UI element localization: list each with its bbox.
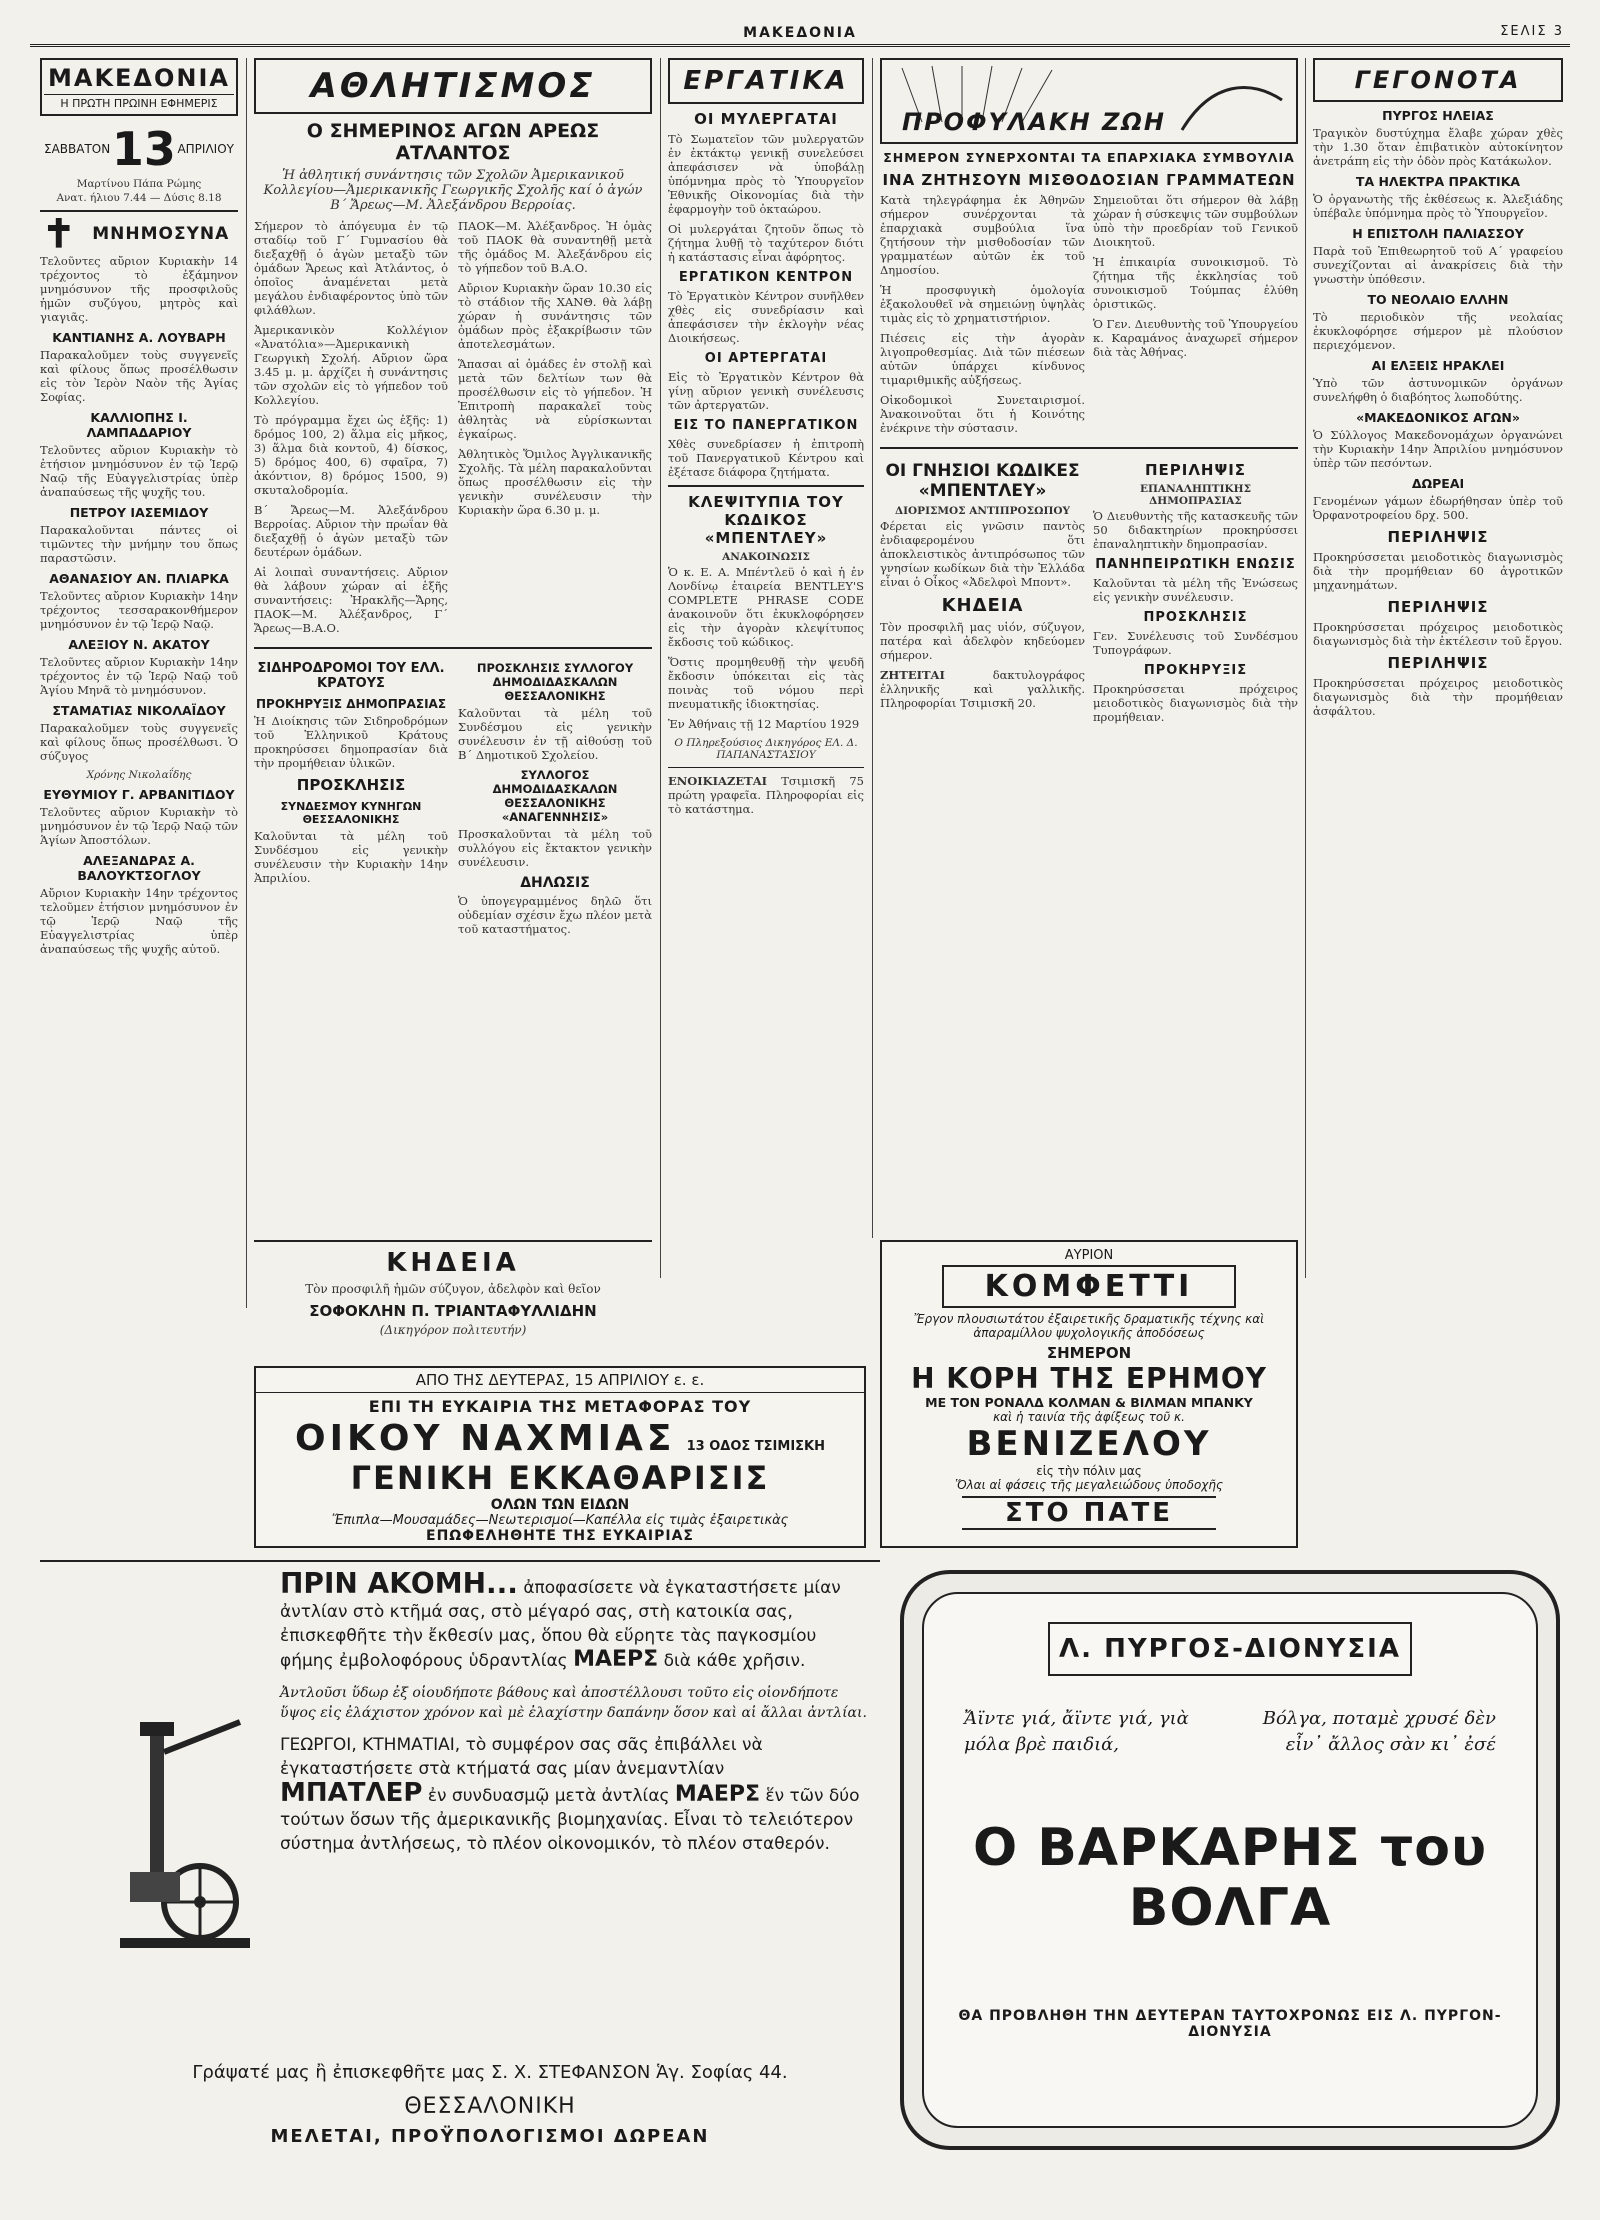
sports-banner: ΑΘΛΗΤΙΣΜΟΣ	[254, 58, 652, 114]
events-text: Προκηρύσσεται πρόχειρος μειοδοτικὸς διαγωνισμὸς διὰ τὴν προμήθειαν ἀσφάλτου.	[1313, 676, 1563, 718]
cinema-actors: ΜΕ ΤΟΝ ΡΟΝΑΛΔ ΚΟΛΜΑΝ & ΒΙΛΜΑΝ ΜΠΑΝΚΥ	[925, 1395, 1253, 1410]
dateline	[40, 122, 238, 176]
teachers2-text: Προσκαλοῦνται τὰ μέλη τοῦ συλλόγου εἰς ἔκτακτον γενικὴν συνέλευσιν.	[458, 827, 652, 869]
health-text: Τὸν προσφιλῆ μας υἱόν, σύζυγον, πατέρα καὶ ἀδελφὸν κηδεύομεν σήμερον.	[880, 620, 1085, 662]
sports-subhead: Ἡ ἀθλητική συνάντησις τῶν Σχολῶν Ἀμερικανικοῦ Κολλεγίου—Ἀμερικανικῆς Γεωργικῆς Σχολῆς καί ὁ ἀγών Β΄ Ἄρεως—Μ. Ἀλεξάνδρου Βερροίας.	[263, 168, 643, 213]
divider	[40, 210, 238, 212]
health-subcol	[1093, 455, 1298, 730]
column-rule	[660, 58, 661, 1278]
prophylactic-title: ΠΡΟΦΥΛΑΚΗ ΖΩΗ	[902, 108, 1166, 136]
health-text: Φέρεται εἰς γνῶσιν παντὸς ἐνδιαφερομένου ὅτι ἀποκλειστικὸς ἀντιπρόσωπος τῶν γνησίων κωδίκων διὰ τὴν Ἑλλάδα εἶναι ὁ Οἶκος «Ἀδελφοὶ Μποντ».	[880, 519, 1085, 589]
prosklisis-text: Καλοῦνται τὰ μέλη τοῦ Συνδέσμου εἰς γενικὴν συνέλευσιν τὴν Κυριακὴν 14ην Ἀπριλίου.	[254, 829, 448, 885]
events-perilipsis-2: ΠΕΡΙΛΗΨΙΣ	[1387, 598, 1489, 616]
labor-h1: ΟΙ ΜΥΛΕΡΓΑΤΑΙ	[694, 110, 838, 128]
prophylactic-banner	[880, 58, 1298, 144]
cinema-name: ΒΕΝΙΖΕΛΟΥ	[966, 1424, 1212, 1464]
section-title-memorials: ΜΝΗΜΟΣΥΝΑ	[92, 224, 230, 244]
health-h1b: ΙΝΑ ΖΗΤΗΣΟΥΝ ΜΙΣΘΟΔΟΣΙΑΝ ΓΡΑΜΜΑΤΕΩΝ	[882, 171, 1296, 189]
cinema-note3: Ὅλαι αἱ φάσεις τῆς μεγαλειώδους ὑποδοχῆς	[954, 1478, 1224, 1492]
cinema-film1-desc: Ἔργον πλουσιωτάτου ἐξαιρετικῆς δραματικῆς τέχνης καὶ ἀπαραμίλλου ψυχολογικῆς ἀποδόσεως	[913, 1312, 1265, 1340]
health-text: Ὁ Γεν. Διευθυντὴς τοῦ Ὑπουργείου κ. Καραμάνος ἀναχωρεῖ σήμερον διὰ τὰς Ἀθήνας.	[1093, 317, 1298, 359]
pump-footer: ΜΕΛΕΤΑΙ, ΠΡΟΫΠΟΛΟΓΙΣΜΟΙ ΔΩΡΕΑΝ	[270, 2126, 710, 2147]
events-h7: ΔΩΡΕΑΙ	[1411, 476, 1465, 491]
prosklisis-title-4: ΠΡΟΣΚΛΗΣΙΣ	[1143, 610, 1248, 625]
column-sports	[254, 58, 652, 1278]
epirotic-title: ΠΑΝΗΠΕΙΡΩΤΙΚΗ ΕΝΩΣΙΣ	[1095, 557, 1296, 572]
memorial-name: ΣΤΑΜΑΤΙΑΣ ΝΙΚΟΛΑΪΔΟΥ	[52, 703, 226, 718]
pump-text-block	[280, 1567, 870, 1856]
funeral-notice	[254, 1240, 652, 1362]
events-text: Τὸ περιοδικὸν τῆς νεολαίας ἐκυκλοφόρησε σήμερον μὲ πλούσιον περιεχόμενον.	[1313, 310, 1563, 352]
labor-h2: ΕΡΓΑΤΙΚΟΝ ΚΕΝΤΡΟΝ	[678, 270, 854, 285]
health-text: Προκηρύσσεται πρόχειρος μειοδοτικὸς διαγωνισμὸς διὰ τὴν προμήθειαν.	[1093, 682, 1298, 724]
column-health	[880, 58, 1298, 1278]
memorial-text: Τελοῦντες αὔριον Κυριακὴν τὸ μνημόσυνον ἐν τῷ Ἱερῷ Ναῷ τῶν Ἁγίων Ἀποστόλων.	[40, 805, 238, 847]
cinema-note: καὶ ἡ ταινία τῆς ἀφίξεως τοῦ κ.	[993, 1410, 1185, 1424]
events-banner: ΓΕΓΟΝΟΤΑ	[1313, 58, 1563, 102]
health-text: Γεν. Συνέλευσις τοῦ Συνδέσμου Τυπογράφων.	[1093, 629, 1298, 657]
column-rule	[246, 58, 247, 1308]
volga-lyrics2: Βόλγα, ποταμὲ χρυσέ δὲν εἶν᾽ ἄλλος σὰν κι᾽ ἐσέ	[1262, 1708, 1496, 1755]
rail-title: ΣΙΔΗΡΟΔΡΟΜΟΙ ΤΟΥ ΕΛΛ. ΚΡΑΤΟΥΣ	[257, 661, 445, 691]
teachers-text: Καλοῦνται τὰ μέλη τοῦ Συνδέσμου εἰς γενικὴν συνέλευσιν ἐν τῇ αἰθούσῃ τοῦ Β΄ Δημοτικοῦ Σχολείου.	[458, 706, 652, 762]
health-text: Ὁ Διευθυντὴς τῆς κατασκευῆς τῶν 50 διδακτηρίων προκηρύσσει ἐπαναληπτικὴν δημοπρασίαν.	[1093, 509, 1298, 551]
sports-headline: Ο ΣΗΜΕΡΙΝΟΣ ΑΓΩΝ ΑΡΕΩΣ ΑΤΛΑΝΤΟΣ	[306, 120, 600, 164]
sports-text: Σήμερον τὸ ἀπόγευμα ἐν τῷ σταδίῳ τοῦ Γ΄ Γυμνασίου θὰ διεξαχθῇ ὁ ἀγὼν μεταξὺ τῶν ὁμάδων Ἄρεως καὶ Ἀτλάντος, ὁ ὁποῖος ἀναμένεται μετὰ μεγάλου ἐνδιαφέροντος ὑπὸ τῶν φιλάθλων.	[254, 219, 448, 317]
cinema-note2: εἰς τὴν πόλιν μας	[1036, 1464, 1142, 1478]
pump-brand2: ΜΠΑΤΛΕΡ	[280, 1778, 423, 1808]
bentley-sub: ΔΙΟΡΙΣΜΟΣ ΑΝΤΙΠΡΟΣΩΠΟΥ	[894, 505, 1071, 517]
sports-text: Τὸ πρόγραμμα ἔχει ὡς ἑξῆς: 1) δρόμος 100, 2) ἅλμα εἰς μῆκος, 3) ἅλμα διὰ κοντοῦ, 4) δίσκος, 5) δρόμος 400, 6) σφαῖρα, 7) ἀκόντιον, 8) δρόμος 1500, 9) σκυταλοδρομία.	[254, 413, 448, 497]
memorial-text: Αὔριον Κυριακὴν 14ην τρέχοντος τελοῦμεν ἐτήσιον μνημόσυνον ἐν τῷ Ἱερῷ Ναῷ τῆς Εὐαγγελιστρίας ὑπὲρ ἀναπαύσεως τῆς ψυχῆς αὐτοῦ.	[40, 886, 238, 956]
naxmias-ad	[254, 1366, 866, 1548]
sports-text: Αὔριον Κυριακὴν ὥραν 10.30 εἰς τὸ στάδιον τῆς ΧΑΝΘ. θὰ λάβῃ χώραν ἡ συνάντησις τῶν ὁμάδων πρὸς ἐξακρίβωσιν τῶν ἀποτελεσμάτων.	[458, 281, 652, 351]
volga-ad	[900, 1570, 1560, 2150]
labor-text: Χθὲς συνεδρίασεν ἡ ἐπιτροπὴ τοῦ Πανεργατικοῦ Κέντρου καὶ ἐξέτασε διάφορα ζητήματα.	[668, 437, 864, 479]
volga-lyrics	[964, 1706, 1496, 1758]
column-labor	[668, 58, 864, 1238]
masthead-tagline: Η ΠΡΩΤΗ ΠΡΩΙΝΗ ΕΦΗΜΕΡΙΣ	[44, 94, 234, 110]
events-perilipsis-1: ΠΕΡΙΛΗΨΙΣ	[1387, 528, 1489, 546]
naxmias-address: 13 ΟΔΟΣ ΤΣΙΜΙΣΚΗ	[686, 1439, 825, 1454]
teachers-title: ΠΡΟΣΚΛΗΣΙΣ ΣΥΛΛΟΓΟΥ ΔΗΜΟΔΙΔΑΣΚΑΛΩΝ ΘΕΣΣΑΛΟΝΙΚΗΣ	[476, 661, 634, 703]
naxmias-list: Ἔπιπλα—Μουσαμάδες—Νεωτερισμοί—Καπέλλα εἰς τιμὰς ἐξαιρετικὰς	[331, 1513, 789, 1528]
pump-text3c: ΜΑΕΡΣ	[674, 1782, 761, 1807]
sports-text: ΠΑΟΚ—Μ. Ἀλέξανδρος. Ἡ ὁμὰς τοῦ ΠΑΟΚ θὰ συναντηθῇ μετὰ τῆς ὁμάδος Μ. Ἀλεξάνδρου εἰς τὸ γήπεδον τοῦ Β.Α.Ο.	[458, 219, 652, 275]
memorial-text: Τελοῦντες αὔριον Κυριακὴν τὸ ἐτήσιον μνημόσυνον ἐν τῷ Ἱερῷ Ναῷ τῆς Εὐαγγελιστρίας ὑπὲρ ἀναπαύσεως τῆς ψυχῆς του.	[40, 443, 238, 499]
sports-text: Β΄ Ἄρεως—Μ. Ἀλεξάνδρου Βερροίας. Αὔριον τὴν πρωΐαν θὰ διεξαχθῇ ὁ ἀγὼν μεταξὺ τῶν δευτέρων ὁμάδων.	[254, 503, 448, 559]
events-h3: Η ΕΠΙΣΤΟΛΗ ΠΑΛΙΑΣΣΟΥ	[1352, 226, 1524, 241]
pump-city: ΘΕΣΣΑΛΟΝΙΚΗ	[404, 2094, 576, 2119]
naxmias-name-row	[256, 1418, 864, 1459]
health-subcol	[1093, 193, 1298, 441]
pump-text3b: ἐν συνδυασμῷ μετὰ ἀντλίας	[427, 1786, 670, 1806]
perilipsis-title: ΠΕΡΙΛΗΨΙΣ	[1144, 461, 1247, 479]
sports-columns	[254, 219, 652, 641]
memorial-text: Παρακαλοῦμεν τοὺς συγγενεῖς καὶ φίλους ὅπως προσέλθωσιν εἰς τὸν Ἱερὸν Ναὸν τῆς Ἁγίας Σοφίας.	[40, 348, 238, 404]
rail-text: Ἡ Διοίκησις τῶν Σιδηροδρόμων τοῦ Ἑλληνικοῦ Κράτους προκηρύσσει δημοπρασίαν διὰ τὴν προμήθειαν ὑλικῶν.	[254, 714, 448, 770]
pump-address: Γράψατέ μας ἢ ἐπισκεφθῆτε μας Σ. Χ. ΣΤΕΦΑΝΣΟΝ Ἁγ. Σοφίας 44.	[192, 2062, 788, 2083]
naxmias-occasion: ΕΠΙ ΤΗ ΕΥΚΑΙΡΙΑ ΤΗΣ ΜΕΤΑΦΟΡΑΣ ΤΟΥ	[368, 1397, 752, 1416]
health-h1: ΣΗΜΕΡΟΝ ΣΥΝΕΡΧΟΝΤΑΙ ΤΑ ΕΠΑΡΧΙΑΚΑ ΣΥΜΒΟΥΛΙΑ	[883, 150, 1295, 165]
events-h2: ΤΑ ΗΛΕΚΤΡΑ ΠΡΑΚΤΙΚΑ	[1355, 174, 1521, 189]
events-h1: ΠΥΡΓΟΣ ΗΛΕΙΑΣ	[1382, 108, 1494, 123]
rail-subtitle: ΠΡΟΚΗΡΥΞΙΣ ΔΗΜΟΠΡΑΣΙΑΣ	[255, 697, 447, 711]
funeral-name: ΣΟΦΟΚΛΗΝ Π. ΤΡΙΑΝΤΑΦΥΛΛΙΔΗΝ	[309, 1302, 597, 1320]
health-text: Κατὰ τηλεγράφημα ἐκ Ἀθηνῶν σήμερον συνέρχονται τὰ ἐπαρχιακὰ συμβούλια ἵνα ζητήσουν τὴν μισθοδοσίαν τῶν γραμματέων αὐτῶν ἐκ τοῦ Δημοσίου.	[880, 193, 1085, 277]
volga-title: Ο ΒΑΡΚΑΡΗΣ του ΒΟΛΓΑ	[972, 1818, 1488, 1938]
naxmias-items: ΟΛΩΝ ΤΩΝ ΕΙΔΩΝ	[490, 1497, 630, 1513]
memorial-name: ΠΕΤΡΟΥ ΙΑΣΕΜΙΔΟΥ	[69, 505, 209, 520]
notices-row	[254, 655, 652, 942]
pump-text3d: ἕν τῶν δύο τούτων ὅσων τῆς ἀμερικανικῆς βιομηχανίας. Εἶναι τὸ τελειότερον σύστημα ἀντλήσεως, τὸ πλέον οἰκονομικόν, τὸ πλέον σταθερόν.	[280, 1786, 860, 1854]
saint-of-day: Μαρτίνου Πάπα Ρώμης	[76, 178, 202, 190]
day-number: 13	[111, 122, 176, 176]
dilosis-title: ΔΗΛΩΣΙΣ	[520, 875, 590, 891]
prosklisis-subtitle: ΣΥΝΔΕΣΜΟΥ ΚΥΝΗΓΩΝ ΘΕΣΣΑΛΟΝΙΚΗΣ	[280, 800, 422, 826]
health-subcol	[880, 455, 1085, 730]
events-h5: ΑΙ ΕΛΞΕΙΣ ΗΡΑΚΛΕΙ	[1371, 358, 1505, 373]
health-text: Ἡ προσφυγικὴ ὁμολογία ἐξακολουθεῖ νὰ σημειώνῃ ὑψηλὰς τιμὰς εἰς τὸ χρηματιστήριον.	[880, 283, 1085, 325]
prosklisis-title: ΠΡΟΣΚΛΗΣΙΣ	[296, 776, 406, 794]
cinema-venue: ΣΤΟ ΠΑΤΕ	[962, 1496, 1216, 1530]
column-rule	[872, 58, 873, 1238]
pump-text2: Ἀντλοῦσι ὕδωρ ἐξ οἱουδήποτε βάθους καὶ ἀποστέλλουσι τοῦτο εἰς οἱονδήποτε ὕψος εἰς ἐλάχιστον χρόνον καὶ μὲ ἐλαχίστην δαπάνην ὅσον καὶ αἱ ἄλλαι ἀντλίαι.	[280, 1685, 867, 1721]
labor-text: Ὅστις προμηθευθῇ τὴν ψευδῆ ἔκδοσιν ὑπόκειται εἰς τὰς ποινὰς τοῦ νόμου περὶ πνευματικῆς ἰδιοκτησίας.	[668, 655, 864, 711]
labor-h5-sub: ΑΝΑΚΟΙΝΩΣΙΣ	[722, 551, 810, 563]
labor-text: Ὁ κ. Ε. Α. Μπέντλεϋ ὁ καὶ ἡ ἐν Λονδίνῳ ἑταιρεία BENTLEY'S COMPLETE PHRASE CODE ἀνακοινοῦν ὅτι ἐκυκλοφόρησεν εἰς τὴν ἀγορὰν κλεψίτυπος ἔκδοσις τοῦ κώδικος.	[668, 565, 864, 649]
health-text: Ἡ ἐπικαιρία συνοικισμοῦ. Τὸ ζήτημα τῆς ἐκκλησίας τοῦ συνοικισμοῦ Τούμπας ἐλύθη ὁριστικῶς.	[1093, 255, 1298, 311]
volga-inner	[922, 1592, 1538, 2128]
divider	[254, 647, 652, 649]
health-text: Πιέσεις εἰς τὴν ἀγορὰν λιγοπροθεσμίας. Διὰ τῶν πιέσεων αὐτῶν ὑπάρχει κίνδυνος τιμαριθμικῆς αὐξήσεως.	[880, 331, 1085, 387]
events-text: Προκηρύσσεται μειοδοτικὸς διαγωνισμὸς διὰ τὴν προμήθειαν 60 ἀγροτικῶν μηχανημάτων.	[1313, 550, 1563, 592]
memorial-header	[40, 218, 238, 254]
sports-text: Ἅπασαι αἱ ὁμάδες ἐν στολῇ καὶ μετὰ τῶν δελτίων των θὰ προσέλθωσιν εἰς τὸ γήπεδον. Ἡ Ἐπιτροπὴ παρακαλεῖ τοὺς ἀθλητὰς νὰ εὑρίσκωνται ἐγκαίρως.	[458, 357, 652, 441]
teachers-notice	[458, 655, 652, 942]
health-columns	[880, 193, 1298, 441]
cinema-today: ΣΗΜΕΡΟΝ	[1046, 1344, 1132, 1362]
pump-ad	[40, 1560, 880, 2182]
memorial-name: ΕΥΘΥΜΙΟΥ Γ. ΑΡΒΑΝΙΤΙΔΟΥ	[43, 787, 235, 802]
events-text: Τραγικὸν δυστύχημα ἔλαβε χώραν χθὲς τὴν 1.30 ὅταν ἐπιβατικὸν αὐτοκίνητον ἀνετράπη εἰς τὴν ὁδὸν πρὸς Κατάκωλον.	[1313, 126, 1563, 168]
rail-notice	[254, 655, 448, 942]
divider	[668, 485, 864, 487]
pump-headline: ΠΡΙΝ ΑΚΟΜΗ...	[280, 1567, 518, 1600]
memorial-signature: Χρόνης Νικολαΐδης	[86, 769, 192, 781]
naxmias-cta: ΕΠΩΦΕΛΗΘΗΤΕ ΤΗΣ ΕΥΚΑΙΡΙΑΣ	[426, 1528, 694, 1544]
labor-h3: ΟΙ ΑΡΤΕΡΓΑΤΑΙ	[704, 351, 828, 366]
health-subcol	[880, 193, 1085, 441]
memorial-text: Παρακαλοῦνται πάντες οἱ τιμῶντες τὴν μνήμην του ὅπως παραστῶσιν.	[40, 523, 238, 565]
naxmias-name: ΟΙΚΟΥ ΝΑΧΜΙΑΣ	[294, 1418, 676, 1459]
naxmias-sale: ΓΕΝΙΚΗ ΕΚΚΑΘΑΡΙΣΙΣ	[350, 1459, 770, 1497]
epanaliptiki-sub: ΕΠΑΝΑΛΗΠΤΙΚΗΣ ΔΗΜΟΠΡΑΣΙΑΣ	[1140, 483, 1251, 507]
divider	[880, 447, 1298, 449]
events-perilipsis-3: ΠΕΡΙΛΗΨΙΣ	[1387, 654, 1489, 672]
cinema-film2: Η ΚΟΡΗ ΤΗΣ ΕΡΗΜΟΥ	[911, 1362, 1267, 1395]
memorial-text: Τελοῦντες αὔριον Κυριακὴν 14ην τρέχοντος τεσσαρακονθήμερον μνημόσυνον ἐν τῷ Ἱερῷ Ναῷ.	[40, 589, 238, 631]
labor-text: Οἱ μυλεργάται ζητοῦν ὅπως τὸ ζήτημα λυθῇ τὸ ταχύτερον διότι ἡ κατάστασις εἶναι ἀφόρητος.	[668, 222, 864, 264]
events-text: Ὁ ὁργανωτὴς τῆς ἐκθέσεως κ. Ἀλεξιάδης ὑπέβαλε ὑπόμνημα πρὸς τὸ Ὑπουργεῖον.	[1313, 192, 1563, 220]
kideia-small-title: ΚΗΔΕΙΑ	[941, 595, 1024, 616]
volga-lyrics1: Ἄϊντε γιά, ἄϊντε γιά, γιὰ μόλα βρὲ παιδιά,	[964, 1708, 1189, 1755]
pump-text3: ΓΕΩΡΓΟΙ, ΚΤΗΜΑΤΙΑΙ, τὸ συμφέρον σας σᾶς ἐπιβάλλει νὰ ἐγκαταστήσετε στὰ κτήματά σας μίαν ἀνεμαντλίαν	[280, 1735, 763, 1779]
prokiryxis-title: ΠΡΟΚΗΡΥΞΙΣ	[1143, 663, 1248, 678]
events-text: Γενομένων γάμων ἐδωρήθησαν ὑπὲρ τοῦ Ὀρφανοτροφείου δρχ. 500.	[1313, 494, 1563, 522]
pump-para1	[280, 1567, 870, 1673]
month: ΑΠΡΙΛΙΟΥ	[177, 142, 234, 156]
memorial-text: Τελοῦντες αὔριον Κυριακὴν 14 τρέχοντος τὸ ἐξάμηνον μνημόσυνον τῆς προσφιλοῦς ἡμῶν συζύγου, μητρὸς καὶ γιαγιᾶς.	[40, 254, 238, 324]
pump-para3	[280, 1733, 870, 1856]
pump-illustration	[110, 1712, 260, 1952]
funeral-line: Τὸν προσφιλῆ ἡμῶν σύζυγον, ἀδελφὸν καὶ θεῖον	[305, 1282, 601, 1296]
pump-text1: ἀποφασίσετε νὰ ἐγκαταστήσετε μίαν ἀντλίαν στὸ κτῆμά σας, στὸ μέγαρό σας, στὴ κατοικία σας, ἐπισκεφθῆτε τὴν ἔκθεσίν μας, ὅπου θὰ εὕρητε τὰς παγκοσμίου φήμης ἐμβολοφόρους ὑδραντλίας	[280, 1578, 841, 1671]
memorial-name: ΑΛΕΞΙΟΥ Ν. ΑΚΑΤΟΥ	[68, 637, 210, 652]
memorial-name: ΚΑΝΤΙΑΝΗΣ Α. ΛΟΥΒΑΡΗ	[52, 330, 226, 345]
labor-h5: ΚΛΕΨΙΤΥΠΙΑ ΤΟΥ ΚΩΔΙΚΟΣ «ΜΠΕΝΤΛΕΥ»	[688, 493, 844, 547]
events-h4: ΤΟ ΝΕΟΛΑΙΟ ΕΛΛΗΝ	[1367, 292, 1509, 307]
column-events	[1313, 58, 1563, 1558]
funeral-title: ΚΗΔΕΙΑ	[386, 1248, 520, 1278]
health-text: Καλοῦνται τὰ μέλη τῆς Ἑνώσεως εἰς γενικὴν συνέλευσιν.	[1093, 576, 1298, 604]
naxmias-date: ΑΠΟ ΤΗΣ ΔΕΥΤΕΡΑΣ, 15 ΑΠΡΙΛΙΟΥ ε. ε.	[256, 1368, 864, 1393]
pump-brand: ΜΑΕΡΣ	[573, 1647, 659, 1672]
health-text: Οἰκοδομικοὶ Συνεταιρισμοί. Ἀνακοινοῦται ὅτι ἡ Κοινότης ἐνέκρινε τὴν σύστασιν.	[880, 393, 1085, 435]
page-number: ΣΕΛΙΣ 3	[1500, 24, 1564, 39]
labor-text: Ἐν Ἀθήναις τῇ 12 Μαρτίου 1929	[668, 717, 860, 731]
bentley-title: ΟΙ ΓΝΗΣΙΟΙ ΚΩΔΙΚΕΣ «ΜΠΕΝΤΛΕΥ»	[885, 461, 1080, 501]
labor-banner: ΕΡΓΑΤΙΚΑ	[668, 58, 864, 104]
memorial-text: Τελοῦντες αὔριον Κυριακὴν 14ην τρέχοντος ἐν τῷ Ἱερῷ Ναῷ τοῦ Ἁγίου Μηνᾶ τὸ μνημόσυνον.	[40, 655, 238, 697]
labor-text: Τὸ Σωματεῖον τῶν μυλεργατῶν ἐν ἐκτάκτῳ γενικῇ συνελεύσει ἀπεφάσισεν νὰ ὑποβάλῃ ὑπόμνημα πρὸς τὸ Ὑπουργεῖον Ἐθνικῆς Οἰκονομίας διὰ τὴν ἐφαρμογὴν τοῦ ὀκταώρου.	[668, 132, 864, 216]
rent-title: ΕΝΟΙΚΙΑΖΕΤΑΙ	[668, 774, 767, 788]
memorial-name: ΑΘΑΝΑΣΙΟΥ ΑΝ. ΠΛΙΑΡΚΑ	[49, 571, 229, 586]
teachers2-title: ΣΥΛΛΟΓΟΣ ΔΗΜΟΔΙΔΑΣΚΑΛΩΝ ΘΕΣΣΑΛΟΝΙΚΗΣ «ΑΝΑΓΕΝΝΗΣΙΣ»	[492, 768, 618, 824]
column-rule	[1305, 58, 1306, 1278]
labor-h4: ΕΙΣ ΤΟ ΠΑΝΕΡΓΑΤΙΚΟΝ	[673, 418, 859, 433]
sports-subcol	[458, 219, 652, 641]
cinema-ad	[880, 1240, 1298, 1548]
volga-footer: ΘΑ ΠΡΟΒΛΗΘΗ ΤΗΝ ΔΕΥΤΕΡΑΝ ΤΑΥΤΟΧΡΟΝΩΣ ΕΙΣ Λ. ΠΥΡΓΟΝ-ΔΙΟΝΥΣΙΑ	[958, 2008, 1502, 2040]
divider	[668, 767, 864, 768]
health-text: ΖΗΤΕΙΤΑΙ δακτυλογράφος ἐλληνικῆς καὶ γαλλικῆς. Πληροφορίαι Τσιμισκῆ 20.	[880, 668, 1085, 710]
health-columns-2	[880, 455, 1298, 730]
zititai-title: ΖΗΤΕΙΤΑΙ	[880, 668, 945, 682]
pump-text1b: διὰ κάθε χρῆσιν.	[663, 1651, 806, 1671]
events-h6: «ΜΑΚΕΔΟΝΙΚΟΣ ΑΓΩΝ»	[1356, 410, 1520, 425]
events-text: Προκηρύσσεται πρόχειρος μειοδοτικὸς διαγωνισμὸς διὰ τὴν ἐκτέλεσιν τοῦ ἔργου.	[1313, 620, 1563, 648]
labor-text: Εἰς τὸ Ἐργατικὸν Κέντρον θὰ γίνῃ αὔριον γενικὴ συνέλευσις τῶν ἀρτεργατῶν.	[668, 370, 864, 412]
masthead	[40, 58, 238, 116]
masthead-name: ΜΑΚΕΔΟΝΙΑ	[47, 64, 230, 92]
events-text: Ὁ Σύλλογος Μακεδονομάχων ὀργανώνει τὴν Κυριακὴν 14ην Ἀπριλίου μνημόσυνον ὑπὲρ τῶν πεσόντων.	[1313, 428, 1563, 470]
running-header	[30, 22, 1570, 47]
sports-text: Ἀμερικανικὸν Κολλέγιον «Ἀνατόλια»—Ἀμερικανικὴ Γεωργικὴ Σχολή. Αὔριον ὥρα 3.45 μ. μ. ἀρχίζει ἡ συνάντησις τῶν σχολῶν εἰς τὸ γήπεδον τοῦ Κολλεγίου.	[254, 323, 448, 407]
events-text: Ὑπὸ τῶν ἀστυνομικῶν ὀργάνων συνελήφθη ὁ διαβόητος λωποδύτης.	[1313, 376, 1563, 404]
funeral-role: (Δικηγόρον πολιτευτήν)	[379, 1323, 527, 1337]
sports-subcol	[254, 219, 448, 641]
labor-text: ΕΝΟΙΚΙΑΖΕΤΑΙ Τσιμισκῆ 75 πρώτη γραφεῖα. Πληροφορίαι εἰς τὸ κατάστημα.	[668, 774, 864, 816]
health-text: Σημειοῦται ὅτι σήμερον θὰ λάβῃ χώραν ἡ σύσκεψις τῶν συμβούλων ὑπὸ τὴν προεδρίαν τοῦ Γενικοῦ Διοικητοῦ.	[1093, 193, 1298, 249]
column-memorials	[40, 58, 238, 1598]
volga-top: Λ. ΠΥΡΓΟΣ-ΔΙΟΝΥΣΙΑ	[1048, 1622, 1412, 1676]
cinema-tomorrow: ΑΥΡΙΟΝ	[1064, 1248, 1114, 1263]
cinema-film1: ΚΟΜΦΕΤΤΙ	[942, 1265, 1236, 1308]
sports-text: Αἱ λοιπαὶ συναντήσεις. Αὔριον θὰ λάβουν χώραν αἱ ἑξῆς συναντήσεις: Ἠρακλῆς—Ἄρης, ΠΑΟΚ—Μ. Ἀλέξανδρος, Γ΄ Ἄρεως—Β.Α.Ο.	[254, 565, 448, 635]
dilosis-text: Ὁ ὑπογεγραμμένος δηλῶ ὅτι οὐδεμίαν σχέσιν ἔχω πλέον μετὰ τοῦ καταστήματος.	[458, 894, 652, 936]
labor-signature: Ο Πληρεξούσιος Δικηγόρος ΕΛ. Δ. ΠΑΠΑΝΑΣΤΑΣΙΟΥ	[674, 737, 858, 761]
memorial-name: ΑΛΕΞΑΝΔΡΑΣ Α. ΒΑΛΟΥΚΤΣΟΓΛΟΥ	[77, 853, 201, 883]
running-header-title: ΜΑΚΕΔΟΝΙΑ	[743, 25, 857, 41]
labor-text: Τὸ Ἐργατικὸν Κέντρον συνῆλθεν χθὲς εἰς συνεδρίασιν καὶ ἀπεφάσισεν τὴν ἐκλογὴν νέας Διοικήσεως.	[668, 289, 864, 345]
sun-times: Ανατ. ήλιου 7.44 — Δύσις 8.18	[56, 192, 222, 204]
events-text: Παρὰ τοῦ Ἐπιθεωρητοῦ τοῦ Α΄ γραφείου συνεχίζονται αἱ ἀνακρίσεις διὰ τὴν γνωστὴν ὑπόθεσιν.	[1313, 244, 1563, 286]
cross-icon: ✝	[42, 218, 76, 254]
weekday: ΣΑΒΒΑΤΟΝ	[44, 142, 111, 156]
memorial-name: ΚΑΛΛΙΟΠΗΣ Ι. ΛΑΜΠΑΔΑΡΙΟΥ	[86, 410, 192, 440]
sports-text: Ἀθλητικὸς Ὅμιλος Ἀγγλικανικῆς Σχολῆς. Τὰ μέλη παρακαλοῦνται ὅπως προσέλθωσιν εἰς τὴν γενικὴν συνέλευσιν τὴν Κυριακὴν ὥρα 6.30 μ. μ.	[458, 447, 652, 517]
memorial-text: Παρακαλοῦμεν τοὺς συγγενεῖς καὶ φίλους ὅπως προσέλθωσι. Ὁ σύζυγος	[40, 721, 238, 763]
